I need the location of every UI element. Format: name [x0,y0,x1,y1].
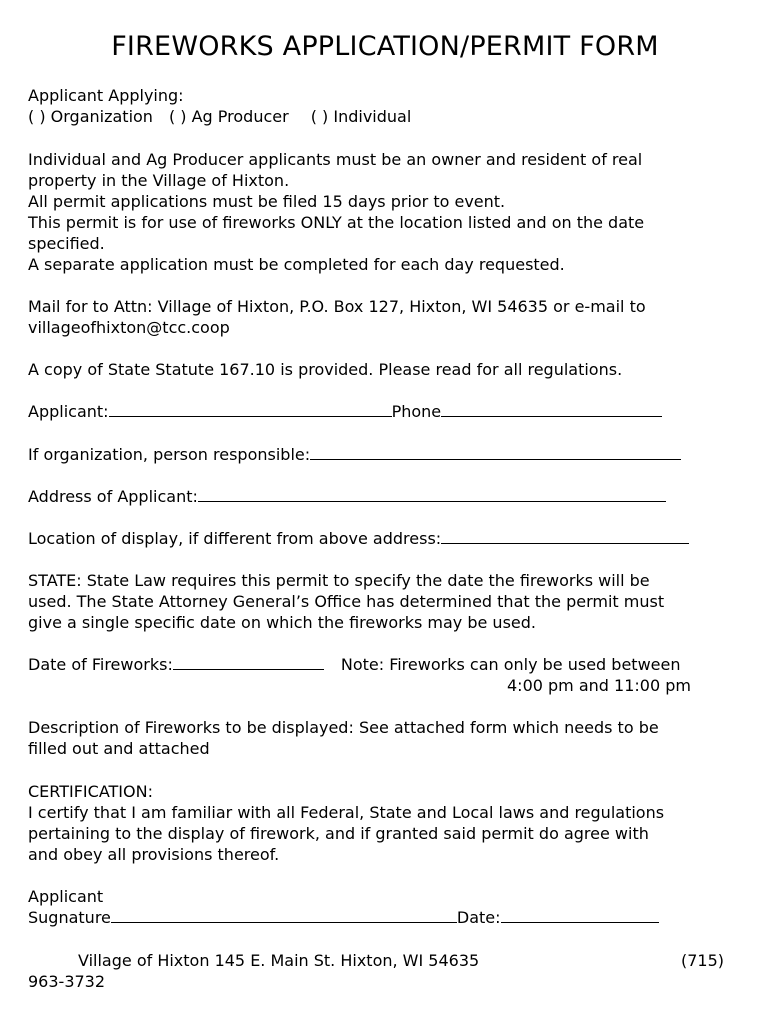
time-restriction-hours: 4:00 pm and 11:00 pm [507,676,691,695]
rule-line: All permit applications must be filed 15 days prior to event. [28,192,506,211]
permit-rules [28,149,748,275]
location-field[interactable] [441,529,689,544]
description-line: Description of Fireworks to be displayed: See attached form which needs to be [28,718,659,737]
certification-section [28,781,748,865]
mail-instructions [28,296,748,338]
applicant-applying-label: Applicant Applying: [28,86,184,105]
description-line: filled out and attached [28,739,210,758]
state-note-line: used. The State Attorney General’s Office has determined that the permit must [28,592,665,611]
person-responsible-field[interactable] [310,445,681,460]
address-label: Address of Applicant: [28,487,198,506]
state-note-line: give a single specific date on which the fireworks may be used. [28,613,536,632]
signature-field[interactable] [111,908,457,923]
phone-field[interactable] [441,402,662,417]
statute-text: A copy of State Statute 167.10 is provided. Please read for all regulations. [28,360,623,379]
applicant-type-options [28,106,748,127]
email-address: villageofhixton@tcc.coop [28,318,230,337]
certification-line: I certify that I am familiar with all Federal, State and Local laws and regulations [28,803,665,822]
footer-phone-continued [28,971,748,992]
signature-date-label: Date: [456,908,501,927]
rule-line: Individual and Ag Producer applicants must be an owner and resident of real [28,150,643,169]
signature-applicant-word: Applicant [28,887,104,906]
form-title: FIREWORKS APPLICATION/PERMIT FORM [111,31,659,62]
certification-line: pertaining to the display of firework, and if granted said permit do agree with [28,824,649,843]
applicant-applying-section [28,85,748,127]
option-organization[interactable]: ( ) Organization [28,107,153,126]
certification-heading: CERTIFICATION: [28,782,153,801]
location-label: Location of display, if different from above address: [28,529,442,548]
person-responsible-label: If organization, person responsible: [28,445,311,464]
phone-label: Phone [391,402,442,421]
applicant-phone-row [28,401,748,422]
fireworks-description [28,717,748,759]
certification-line: and obey all provisions thereof. [28,845,280,864]
footer-phone-number: 963-3732 [28,972,106,991]
date-of-fireworks-field[interactable] [173,655,324,670]
time-restriction-note: Note: Fireworks can only be used between [340,655,681,674]
rule-line: specified. [28,234,105,253]
address-field[interactable] [198,487,666,502]
state-law-note [28,570,748,633]
footer-address-text: Village of Hixton 145 E. Main St. Hixton, WI 54635 [78,951,480,970]
applicant-label: Applicant: [28,402,109,421]
mail-line: Mail for to Attn: Village of Hixton, P.O. Box 127, Hixton, WI 54635 or e-mail to [28,297,646,316]
footer-phone-area [681,950,724,971]
rule-line: This permit is for use of fireworks ONLY at the location listed and on the date [28,213,645,232]
time-restriction-hours-row [507,675,737,696]
signature-date-field[interactable] [501,908,659,923]
signature-row [28,907,748,928]
rule-line: property in the Village of Hixton. [28,171,290,190]
option-ag-producer[interactable]: ( ) Ag Producer [168,107,289,126]
signature-section [28,886,748,928]
footer-phone-area-code: (715) [681,951,725,970]
date-of-fireworks-row [28,654,748,675]
date-of-fireworks-label: Date of Fireworks: [28,655,173,674]
footer-address [78,950,638,971]
signature-label: Sugnature [28,908,111,927]
person-responsible-row [28,444,748,465]
option-individual[interactable]: ( ) Individual [310,107,412,126]
location-row [28,528,748,549]
rule-line: A separate application must be completed for each day requested. [28,255,565,274]
address-row [28,486,748,507]
applicant-name-field[interactable] [109,402,392,417]
state-note-line: STATE: State Law requires this permit to specify the date the fireworks will be [28,571,650,590]
statute-note [28,359,748,380]
